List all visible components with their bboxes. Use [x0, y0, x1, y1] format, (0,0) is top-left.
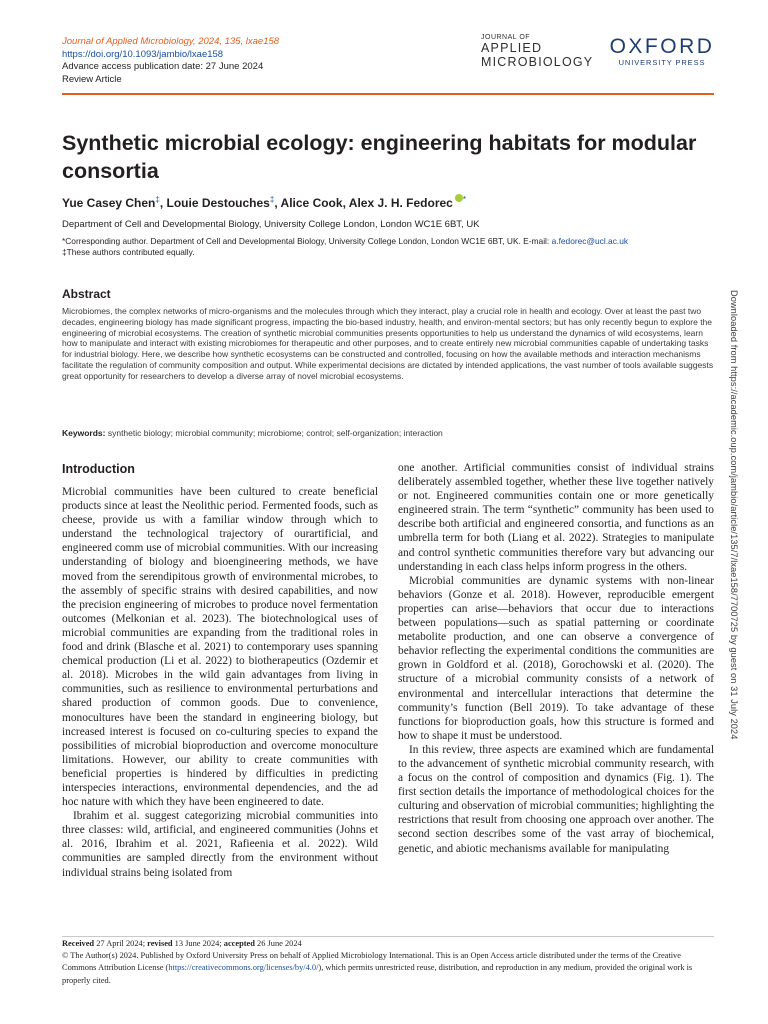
- article-type: Review Article: [62, 74, 122, 85]
- abstract-text: Microbiomes, the complex networks of micro-organisms and the molecules through which they interact, play a crucial role in health and ecology. Over at least the past two decades, engineering biology has made significant progress, impacting the bio-based industry, health, and environ-mental sectors; but has only recently begun to explore the engineering of microbial ecosystems. The creation of synthetic microbial communities presents opportunities to help us understand the dynamics of wild ecosystems, learn how to manipulate and interact with existing microbiomes for therapeutic and other purposes, and to create entirely new microbial communities capable of undertaking tasks for industrial biology. Here, we describe how synthetic ecosystems can be constructed and controlled, focusing on how the available methods and interaction mechanisms facilitate the regulation of community composition and output. While experimental decisions are dictated by intended applications, the vast number of tools available suggests great opportunity for researchers to develop a diverse array of novel microbial ecosystems.: [62, 306, 714, 381]
- corresponding-email-link[interactable]: a.fedorec@ucl.ac.uk: [551, 236, 629, 246]
- article-title: Synthetic microbial ecology: engineering habitats for modular consortia: [62, 131, 697, 183]
- body-paragraph: Ibrahim et al. suggest categorizing microbial communities into three classes: wild, artificial, and engineered communities (Johns et al. 2016, Ibrahim et al. 2021, Rafieenia et al. 2022). Wild communities are sampled directly from the environment without individual strains being isolated from: [62, 810, 378, 879]
- journal-citation: Journal of Applied Microbiology, 2024, 135, lxae158: [62, 36, 280, 47]
- author-name: Alice Cook: [280, 196, 343, 210]
- body-paragraph: Microbial communities have been cultured to create beneficial products since at least the Neolithic period. Fermented foods, such as cheese, provide us with a familiar window through which to understand the technological trajectory of ourartificial, and engineered comm use of microbial communities. With our increasing understanding of biology and bioengineering methods, we have moved from the serendipitous growth of environmental microbes, to the assembly of specific strains with desired capabilities, and now the precision engineering of microbes to produce novel fermentation outcomes (Melkonian et al. 2023). The biotechnological uses of microbial communities are expanding from the traditional roles in food and drink (Blasche et al. 2021) to contemporary uses spanning chemical production (Li et al. 2022) to biotherapeutics (Ozdemir et al. 2018). Microbes in the wild gain advantages from living in communities, such as resilience to environmental perturbations and shared production of common goods. Due to convenience, monocultures have been the standard in engineering biology, but increased interest is focused on co-culturing species to expand the possibilities of microbial bioproduction and overcome monoculture limitations. However, our ability to create communities with beneficial properties is hindered by difficulties in predicting interspecies interactions, environmental dependencies, and the ad hoc nature with which they have been engineered to date.: [62, 486, 378, 809]
- body-paragraph: Microbial communities are dynamic systems with non-linear behaviors (Gonze et al. 2018). However, reproducible emergent properties can arise—behaviors that occur due to interactions between populations—such as spatial patterning or coordinate metabolite production, and one can observe a convergence of behavior reflecting the experimental conditions the communities are grown in Goldford et al. (2018), Gorochowski et al. (2020). The structure of a microbial community consists of a network of environmental and intercellular interactions that determine the community’s function (Bell 2019). To take advantage of these functions for bioproduction goals, how this structure is formed and how to shape it must be understood.: [398, 574, 714, 742]
- author-mark: ‡: [269, 195, 275, 204]
- author-mark: ‡: [155, 195, 160, 204]
- keywords-list: synthetic biology; microbial community; microbiome; control; self-organization; interaction: [107, 428, 443, 438]
- header-divider: [62, 93, 714, 95]
- publisher-logo: [608, 36, 716, 68]
- author-name: Louie Destouches: [166, 196, 270, 210]
- article-footer: [62, 938, 716, 987]
- accepted-date: 26 June 2024: [257, 939, 302, 948]
- download-watermark: Downloaded from https://academic.oup.com/jambio/article/135/7/lxae158/7700725 by guest on 31 July 2024: [729, 290, 739, 740]
- footer-divider: [62, 936, 714, 937]
- keywords-line: [62, 428, 443, 438]
- journal-logo-line3: MICROBIOLOGY: [481, 54, 594, 69]
- received-date: 27 April 2024;: [96, 939, 146, 948]
- introduction-heading: Introduction: [62, 462, 135, 476]
- copyright-notice: [62, 950, 716, 987]
- accepted-label: accepted: [223, 939, 255, 948]
- equal-contribution-note: ‡These authors contributed equally.: [62, 247, 195, 257]
- corresponding-author-text: *Corresponding author. Department of Cell and Developmental Biology, University College London, London WC1E 6BT, UK. E-mail:: [62, 236, 552, 246]
- publisher-logo-line2: UNIVERSITY PRESS: [618, 58, 706, 67]
- author-list: Yue Casey Chen‡, Louie Destouches‡, Alice Cook, Alex J. H. Fedorec *: [62, 195, 466, 210]
- license-link[interactable]: https://creativecommons.org/licenses/by/4.0/: [168, 963, 319, 973]
- revised-label: revised: [147, 939, 173, 948]
- orcid-icon[interactable]: [455, 194, 463, 202]
- revised-date: 13 June 2024;: [174, 939, 222, 948]
- copyright-text: © The Author(s) 2024. Published by Oxford University Press on behalf of Applied Microbiology International. This is an Open Access article distributed under the terms of the Creative Commons Attribution License (: [62, 951, 681, 973]
- author-affiliation: Department of Cell and Developmental Biology, University College London, London WC1E 6BT, UK: [62, 219, 480, 230]
- body-column-left: [62, 485, 378, 880]
- advance-access-date: Advance access publication date: 27 June 2024: [62, 61, 264, 72]
- corresponding-author-note: [62, 236, 628, 247]
- received-label: Received: [62, 939, 95, 948]
- body-paragraph: one another. Artificial communities consist of individual strains deliberately assembled together, whether these live together natively or not. Engineered communities contain one or more genetically engineered strain. The term “synthetic” community has been used to describe both artificial and engineered consortia, and functions as an umbrella term for both (Liang et al. 2022). Strategies to manipulate and control synthetic communities therefore vary but advancing our understanding in each class helps inform progress in the others.: [398, 462, 714, 573]
- body-paragraph: In this review, three aspects are examined which are fundamental to the advancement of synthetic microbial community research, with a focus on the control of composition and dynamics (Fig. 1). The first section details the importance of methodological choices for the culturing and observation of microbial communities; highlighting the restrictions that result from choosing one approach over another. The second section describes some of the vast array of biochemical, genetic, and abiotic mechanisms available for manipulating: [398, 743, 714, 855]
- copyright-text-end: ), which permits unrestricted reuse, distribution, and reproduction in any medium, provided the original work is properly cited.: [62, 963, 693, 985]
- author-name: Yue Casey Chen: [62, 196, 156, 210]
- article-header-info: [62, 36, 279, 87]
- author-mark: *: [462, 195, 466, 204]
- article-history: [62, 938, 716, 950]
- journal-logo: [481, 34, 593, 69]
- body-column-right: [398, 461, 714, 856]
- journal-logo-line1: JOURNAL OF: [481, 34, 531, 41]
- journal-logo-line2: APPLIED: [481, 41, 543, 55]
- keywords-label: Keywords:: [62, 428, 106, 438]
- abstract-heading: Abstract: [62, 287, 111, 301]
- doi-link[interactable]: https://doi.org/10.1093/jambio/lxae158: [62, 48, 224, 60]
- publisher-logo-line1: OXFORD: [609, 35, 715, 58]
- author-name: Alex J. H. Fedorec: [348, 196, 453, 210]
